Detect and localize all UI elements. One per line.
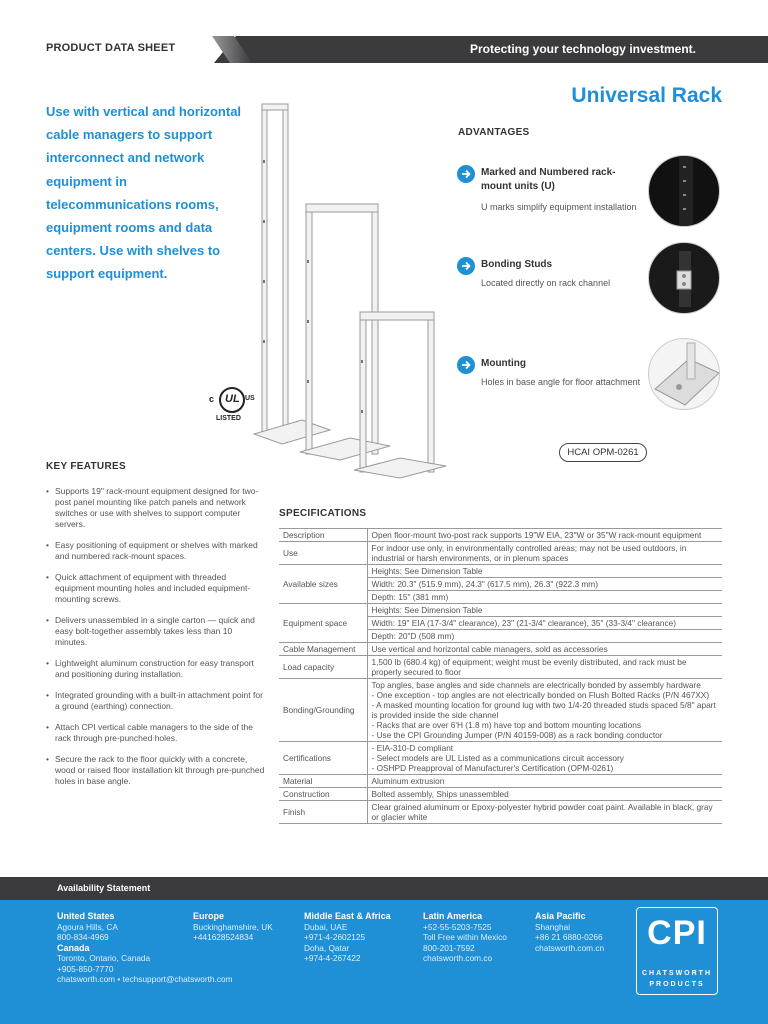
- advantage-title: Marked and Numbered rack-mount units (U): [481, 167, 616, 192]
- footer-line: +974-4-267422: [304, 953, 361, 963]
- availability-statement-title: Availability Statement: [57, 883, 151, 893]
- table-row: [279, 542, 722, 565]
- list-item: • Easy positioning of equipment or shelves with marked and numbered rack-mount spaces.: [46, 540, 266, 562]
- table-row: [279, 775, 722, 788]
- spec-key: Material: [279, 775, 367, 788]
- spec-value: Bolted assembly, Ships unassembled: [367, 788, 722, 801]
- footer-line: Dubai, UAE: [304, 921, 348, 932]
- footer-line: +86 21 6880-0266: [535, 932, 603, 942]
- tagline: Protecting your technology investment.: [469, 42, 696, 56]
- spec-value: For indoor use only, in environmentally controlled areas; may not be used outdoors, in industrial or harsh environments, or in plenum spaces: [367, 542, 722, 565]
- footer-column: [304, 911, 391, 964]
- footer-line: +905-850-7770: [57, 963, 114, 974]
- spec-key: Certifications: [279, 742, 367, 775]
- spec-key: Description: [279, 529, 367, 542]
- list-item: • Supports 19" rack-mount equipment designed for two-post panel mounting like patch panels and network switches or use with shelves to support computer servers.: [46, 486, 266, 530]
- advantages-heading: ADVANTAGES: [458, 127, 530, 138]
- spec-value: Top angles, base angles and side channels are electrically bonded by assembly hardware - One exception - top angles are not electrically bonded on Flush Bolted Racks (P/N 467XX) - A masked mounting location for ground lug with two 1/4-20 threaded studs spaced 5/8" apart is provided inside the side channel - Racks that are over 6'H (1.8 m) have top and bottom mounting locations - Use the CPI Grounding Jumper (P/N 40159-008) as a rack bonding conductor: [367, 679, 722, 742]
- table-row: [279, 529, 722, 542]
- specifications-heading: SPECIFICATIONS: [279, 508, 367, 519]
- footer-line: Buckinghamshire, UK: [193, 921, 273, 932]
- table-row: [279, 801, 722, 824]
- table-row: [279, 742, 722, 775]
- spec-value: Depth: 15" (381 mm): [367, 591, 722, 604]
- arrow-right-icon: [457, 356, 475, 374]
- footer-line: Canada: [57, 942, 90, 953]
- bonding-studs-photo: [648, 242, 720, 314]
- footer-line: chatsworth.com.cn: [535, 942, 605, 953]
- footer-line: Middle East & Africa: [304, 911, 391, 921]
- table-row: [279, 604, 722, 617]
- footer-line: United States: [57, 911, 115, 921]
- spec-value: - EIA-310-D compliant - Select models are UL Listed as a communications circuit accessory - OSHPD Preapproval of Manufacturer's Certification (OPM-0261): [367, 742, 722, 775]
- intro-text: Use with vertical and horizontal cable managers to support interconnect and network equipment in telecommunications rooms, equipment rooms and data centers. Use with shelves to support equipment.: [46, 104, 242, 282]
- spec-key: Load capacity: [279, 656, 367, 679]
- spec-value: Aluminum extrusion: [367, 775, 722, 788]
- list-item: • Secure the rack to the floor quickly with a concrete, wood or raised floor installation kit through pre-punched holes in base angle.: [46, 754, 266, 787]
- spec-key: Bonding/Grounding: [279, 679, 367, 742]
- table-row: [279, 656, 722, 679]
- table-row: [279, 679, 722, 742]
- key-features-heading: KEY FEATURES: [46, 461, 126, 472]
- ul-mark-right: US: [245, 395, 255, 402]
- hcai-badge: HCAI OPM-0261: [559, 443, 647, 462]
- advantage-desc: U marks simplify equipment installation: [481, 202, 637, 212]
- spec-value: Heights: See Dimension Table: [367, 604, 722, 617]
- spec-value: 1,500 lb (680.4 kg) of equipment; weight must be evenly distributed, and rack must be properly secured to floor: [367, 656, 722, 679]
- footer-column: [423, 911, 507, 964]
- advantage-desc: Holes in base angle for floor attachment: [481, 377, 641, 387]
- footer-line: Agoura Hills, CA: [57, 921, 118, 932]
- footer-column: [193, 911, 273, 943]
- spec-key: Finish: [279, 801, 367, 824]
- footer-line: Latin America: [423, 911, 483, 921]
- list-item: • Delivers unassembled in a single carton — quick and easy bolt-together assembly takes less than 10 minutes.: [46, 615, 266, 648]
- ul-mark-center: UL: [225, 393, 240, 405]
- footer-line: +971-4-2602125: [304, 932, 366, 942]
- page-title: Universal Rack: [571, 84, 722, 107]
- advantage-desc: Located directly on rack channel: [481, 278, 611, 288]
- spec-value: Width: 19" EIA (17-3/4" clearance), 23" (21-3/4" clearance), 35" (33-3/4" clearance): [367, 617, 722, 630]
- footer-line: +52-55-5203-7525: [423, 921, 492, 932]
- logo-mark: CPI: [647, 914, 707, 952]
- ul-listed-logo: [207, 382, 257, 428]
- advantage-title: Mounting: [481, 358, 526, 369]
- rack-unit-markings-photo: [648, 155, 720, 227]
- list-item: • Integrated grounding with a built-in attachment point for a ground (earthing) connection.: [46, 690, 266, 712]
- spec-key: Use: [279, 542, 367, 565]
- table-row: [279, 565, 722, 578]
- footer-line: +441628524834: [193, 932, 254, 942]
- spec-value: Heights: See Dimension Table: [367, 565, 722, 578]
- product-data-sheet-label: PRODUCT DATA SHEET: [46, 42, 176, 54]
- ul-mark-left: c: [209, 394, 215, 404]
- specifications-table: [279, 528, 722, 824]
- spec-key: Available sizes: [279, 565, 367, 604]
- list-item: • Quick attachment of equipment with threaded equipment mounting holes and included equipment-mounting screws.: [46, 572, 266, 605]
- footer-line: Doha, Qatar: [304, 942, 350, 953]
- cpi-logo: [636, 907, 718, 995]
- logo-line2: PRODUCTS: [649, 981, 705, 988]
- spec-key: Equipment space: [279, 604, 367, 643]
- spec-value: Width: 20.3" (515.9 mm), 24.3" (617.5 mm), 26.3" (922.3 mm): [367, 578, 722, 591]
- table-row: [279, 788, 722, 801]
- footer-line: chatsworth.com.co: [423, 953, 493, 963]
- footer-line: Asia Pacific: [535, 911, 586, 921]
- footer-line: Toll Free within Mexico: [423, 932, 507, 942]
- footer-line: Shanghai: [535, 921, 571, 932]
- table-row: [279, 643, 722, 656]
- key-features-list: [46, 486, 266, 797]
- logo-line1: CHATSWORTH: [641, 970, 713, 977]
- list-item: • Lightweight aluminum construction for easy transport and positioning during installation.: [46, 658, 266, 680]
- spec-value: Open floor-mount two-post rack supports 19"W EIA, 23"W or 35"W rack-mount equipment: [367, 529, 722, 542]
- spec-value: Depth: 20"D (508 mm): [367, 630, 722, 643]
- spec-key: Construction: [279, 788, 367, 801]
- footer-line: Europe: [193, 911, 225, 921]
- ul-mark-bottom: LISTED: [216, 415, 241, 422]
- arrow-right-icon: [457, 257, 475, 275]
- advantage-title: Bonding Studs: [481, 259, 553, 270]
- footer-line: Toronto, Ontario, Canada: [57, 953, 151, 963]
- footer-line: 800-834-4969: [57, 932, 109, 942]
- mounting-base-photo: [648, 338, 720, 410]
- spec-value: Clear grained aluminum or Epoxy-polyester hybrid powder coat paint. Available in black, gray or glacier white: [367, 801, 722, 824]
- footer-line: 800-201-7592: [423, 942, 475, 953]
- list-item: • Attach CPI vertical cable managers to the side of the rack through pre-punched holes.: [46, 722, 266, 744]
- spec-value: Use vertical and horizontal cable managers, sold as accessories: [367, 643, 722, 656]
- footer-line: chatsworth.com • techsupport@chatsworth.com: [57, 974, 233, 984]
- arrow-right-icon: [457, 165, 475, 183]
- rack-illustration: [250, 100, 450, 480]
- footer-column: [535, 911, 604, 953]
- spec-key: Cable Management: [279, 643, 367, 656]
